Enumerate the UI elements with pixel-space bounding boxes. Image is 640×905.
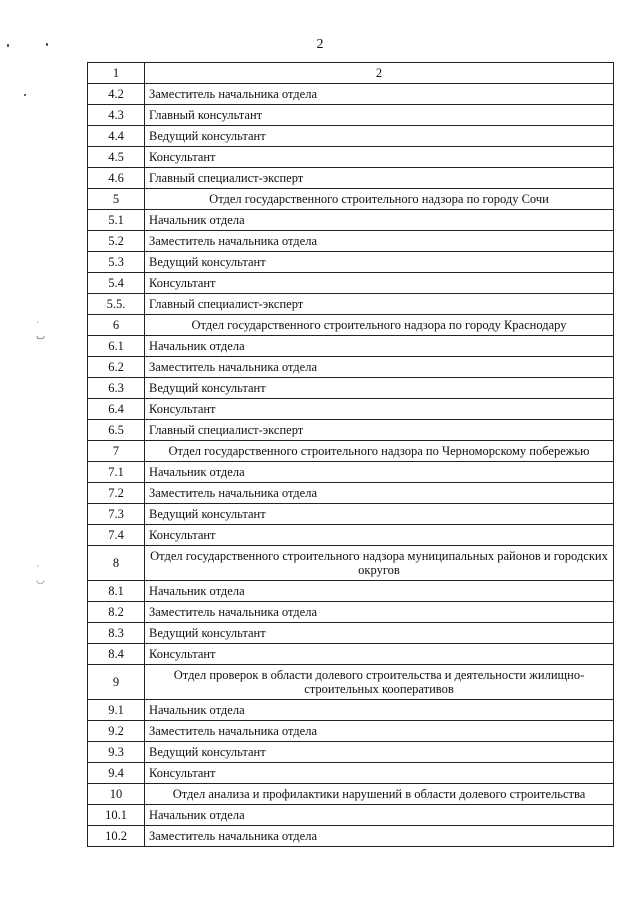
position-title: Заместитель начальника отдела: [145, 84, 614, 105]
position-title: Главный специалист-эксперт: [145, 168, 614, 189]
row-number: 6: [88, 315, 145, 336]
row-number: 10.1: [88, 805, 145, 826]
row-number: 8.2: [88, 602, 145, 623]
position-row: [88, 420, 614, 441]
position-row: [88, 763, 614, 784]
row-number: 7.1: [88, 462, 145, 483]
department-name: Отдел государственного строительного надзора по городу Сочи: [145, 189, 614, 210]
row-number: 8.1: [88, 581, 145, 602]
row-number: 7.4: [88, 525, 145, 546]
position-title: Заместитель начальника отдела: [145, 483, 614, 504]
position-row: [88, 623, 614, 644]
position-row: [88, 700, 614, 721]
row-number: 7.3: [88, 504, 145, 525]
header-col-2: 2: [145, 63, 614, 84]
staff-table-body: [88, 63, 614, 847]
position-title: Консультант: [145, 147, 614, 168]
department-row: [88, 315, 614, 336]
row-number: 5.2: [88, 231, 145, 252]
position-row: [88, 525, 614, 546]
position-title: Заместитель начальника отдела: [145, 602, 614, 623]
position-row: [88, 644, 614, 665]
row-number: 5: [88, 189, 145, 210]
department-row: [88, 784, 614, 805]
department-name: Отдел анализа и профилактики нарушений в области долевого строительства: [145, 784, 614, 805]
row-number: 6.1: [88, 336, 145, 357]
row-number: 8.3: [88, 623, 145, 644]
position-title: Главный специалист-эксперт: [145, 420, 614, 441]
department-row: [88, 665, 614, 700]
position-row: [88, 399, 614, 420]
position-row: [88, 126, 614, 147]
position-title: Заместитель начальника отдела: [145, 721, 614, 742]
row-number: 5.4: [88, 273, 145, 294]
row-number: 9.1: [88, 700, 145, 721]
position-row: [88, 105, 614, 126]
row-number: 5.1: [88, 210, 145, 231]
department-name: Отдел государственного строительного надзора по городу Краснодару: [145, 315, 614, 336]
scan-artifact: ˊ ٮ: [36, 321, 46, 342]
page-number: 2: [316, 37, 324, 52]
department-row: [88, 441, 614, 462]
position-row: [88, 742, 614, 763]
position-row: [88, 168, 614, 189]
row-number: 5.5.: [88, 294, 145, 315]
row-number: 4.2: [88, 84, 145, 105]
position-title: Начальник отдела: [145, 700, 614, 721]
row-number: 4.5: [88, 147, 145, 168]
position-row: [88, 231, 614, 252]
position-title: Ведущий консультант: [145, 252, 614, 273]
position-row: [88, 462, 614, 483]
position-title: Ведущий консультант: [145, 742, 614, 763]
position-row: [88, 147, 614, 168]
position-title: Начальник отдела: [145, 805, 614, 826]
header-col-1: 1: [88, 63, 145, 84]
department-name: Отдел государственного строительного надзора муниципальных районов и городских округов: [145, 546, 614, 581]
department-name: Отдел государственного строительного надзора по Черноморскому побережью: [145, 441, 614, 462]
row-number: 6.3: [88, 378, 145, 399]
position-title: Консультант: [145, 644, 614, 665]
row-number: 6.2: [88, 357, 145, 378]
department-name: Отдел проверок в области долевого строительства и деятельности жилищно-строительных кооперативов: [145, 665, 614, 700]
position-title: Ведущий консультант: [145, 504, 614, 525]
position-row: [88, 602, 614, 623]
position-row: [88, 294, 614, 315]
scan-artifact: ˊ ◡: [36, 565, 45, 586]
position-title: Заместитель начальника отдела: [145, 826, 614, 847]
position-title: Ведущий консультант: [145, 126, 614, 147]
position-title: Консультант: [145, 399, 614, 420]
position-title: Начальник отдела: [145, 210, 614, 231]
position-row: [88, 210, 614, 231]
position-title: Заместитель начальника отдела: [145, 357, 614, 378]
position-title: Консультант: [145, 525, 614, 546]
position-title: Заместитель начальника отдела: [145, 231, 614, 252]
position-title: Консультант: [145, 273, 614, 294]
position-row: [88, 252, 614, 273]
row-number: 5.3: [88, 252, 145, 273]
position-row: [88, 805, 614, 826]
position-title: Начальник отдела: [145, 336, 614, 357]
position-row: [88, 378, 614, 399]
table-header-row: [88, 63, 614, 84]
position-title: Консультант: [145, 763, 614, 784]
position-title: Ведущий консультант: [145, 378, 614, 399]
staff-table: [87, 62, 614, 847]
row-number: 6.4: [88, 399, 145, 420]
position-row: [88, 483, 614, 504]
row-number: 6.5: [88, 420, 145, 441]
row-number: 4.4: [88, 126, 145, 147]
row-number: 9.4: [88, 763, 145, 784]
position-row: [88, 721, 614, 742]
row-number: 7.2: [88, 483, 145, 504]
position-title: Ведущий консультант: [145, 623, 614, 644]
row-number: 4.3: [88, 105, 145, 126]
row-number: 10.2: [88, 826, 145, 847]
position-title: Начальник отдела: [145, 581, 614, 602]
row-number: 9: [88, 665, 145, 700]
department-row: [88, 546, 614, 581]
position-title: Главный специалист-эксперт: [145, 294, 614, 315]
row-number: 7: [88, 441, 145, 462]
department-row: [88, 189, 614, 210]
row-number: 8: [88, 546, 145, 581]
position-row: [88, 336, 614, 357]
position-row: [88, 504, 614, 525]
position-row: [88, 357, 614, 378]
position-row: [88, 273, 614, 294]
row-number: 9.3: [88, 742, 145, 763]
position-row: [88, 84, 614, 105]
row-number: 9.2: [88, 721, 145, 742]
position-row: [88, 826, 614, 847]
row-number: 10: [88, 784, 145, 805]
position-title: Главный консультант: [145, 105, 614, 126]
scan-speck: [24, 94, 26, 96]
position-title: Начальник отдела: [145, 462, 614, 483]
row-number: 4.6: [88, 168, 145, 189]
position-row: [88, 581, 614, 602]
row-number: 8.4: [88, 644, 145, 665]
